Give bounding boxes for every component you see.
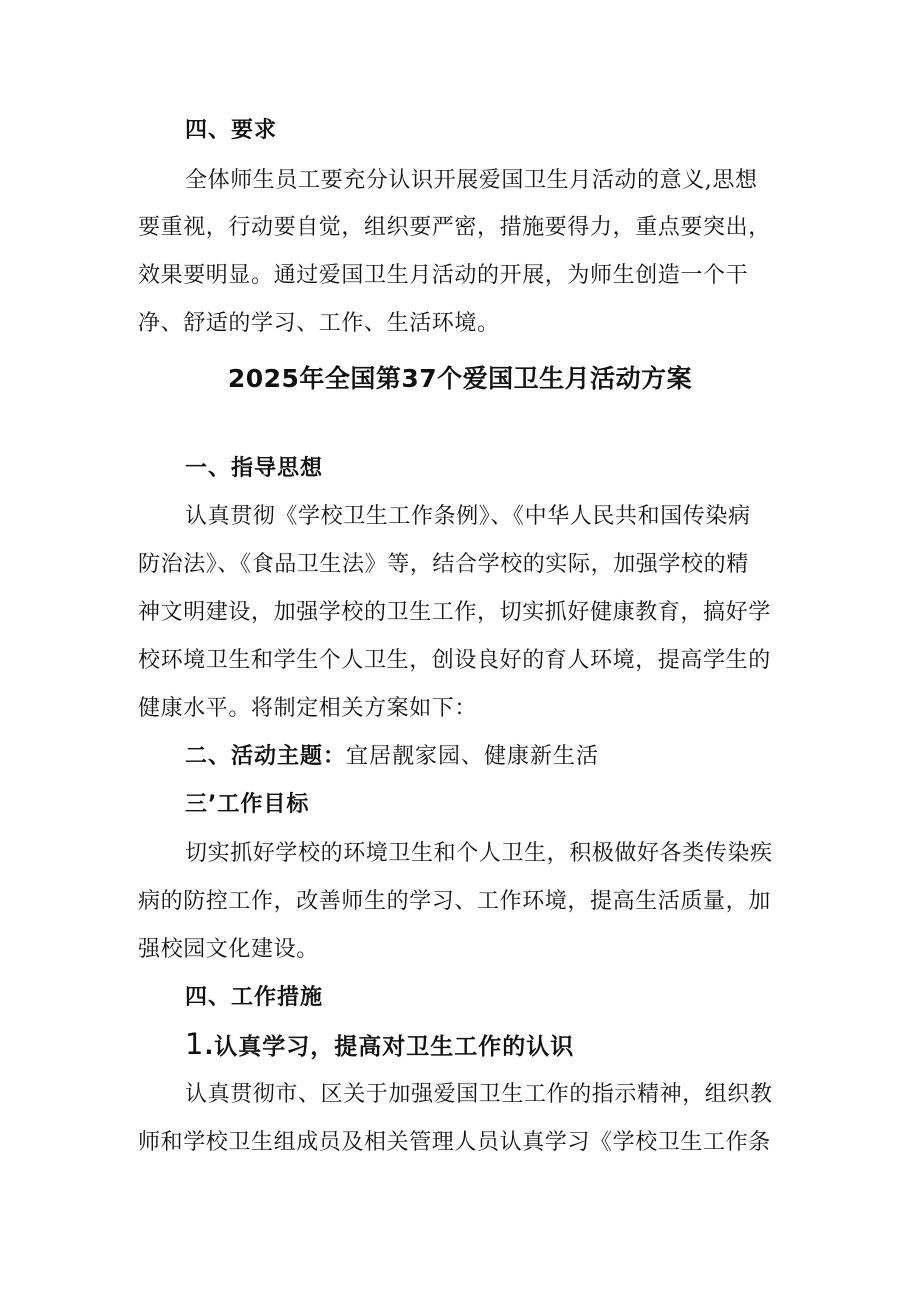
paragraph-line: 全体师生员工要充分认识开展爱国卫生月活动的意义,思想 xyxy=(185,168,758,193)
paragraph-line: 强校园文化建设。 xyxy=(138,937,319,962)
section-requirements-heading: 四、要求 xyxy=(185,118,278,143)
section-theme-heading: 二、活动主题： xyxy=(185,744,347,769)
paragraph-line: 校环境卫生和学生个人卫生，创设良好的育人环境，提高学生的 xyxy=(138,648,771,673)
section-theme xyxy=(185,742,845,772)
paragraph-line: 效果要明显。通过爱国卫生月活动的开展，为师生创造一个干 xyxy=(138,263,749,288)
paragraph-line: 切实抓好学校的环境卫生和个人卫生，积极做好各类传染疾 xyxy=(185,841,773,866)
measure-item-number: 1 xyxy=(185,1027,205,1061)
paragraph-line: 病的防控工作，改善师生的学习、工作环境，提高生活质量，加 xyxy=(138,889,771,914)
paragraph-line: 师和学校卫生组成员及相关管理人员认真学习《学校卫生工作条 xyxy=(138,1130,771,1155)
section-theme-text: 宜居靓家园、健康新生活 xyxy=(346,744,600,769)
document-title: 2025年全国第37个爱国卫生月活动方案 xyxy=(227,364,693,393)
paragraph-line: 认真贯彻《学校卫生工作条例》、《中华人民共和国传染病 xyxy=(185,504,751,529)
paragraph-line: 神文明建设，加强学校的卫生工作，切实抓好健康教育，搞好学 xyxy=(138,600,771,625)
section-guiding-heading: 一、指导思想 xyxy=(185,456,324,481)
paragraph-line: 认真贯彻市、区关于加强爱国卫生工作的指示精神，组织教 xyxy=(185,1082,773,1107)
measure-item-title: .认真学习，提高对卫生工作的认识 xyxy=(204,1034,575,1060)
section-measures-heading: 四、工作措施 xyxy=(185,985,324,1010)
paragraph-line: 健康水平。将制定相关方案如下： xyxy=(138,696,478,721)
measure-item-heading xyxy=(185,1029,845,1062)
paragraph-line: 净、舒适的学习、工作、生活环境。 xyxy=(138,311,500,336)
paragraph-line: 要重视，行动要自觉，组织要严密，措施要得力，重点要突出， xyxy=(138,215,771,240)
section-goals-heading: 三’工作目标 xyxy=(185,792,310,817)
paragraph-line: 防治法》、《食品卫生法》等，结合学校的实际，加强学校的精 xyxy=(138,552,749,577)
